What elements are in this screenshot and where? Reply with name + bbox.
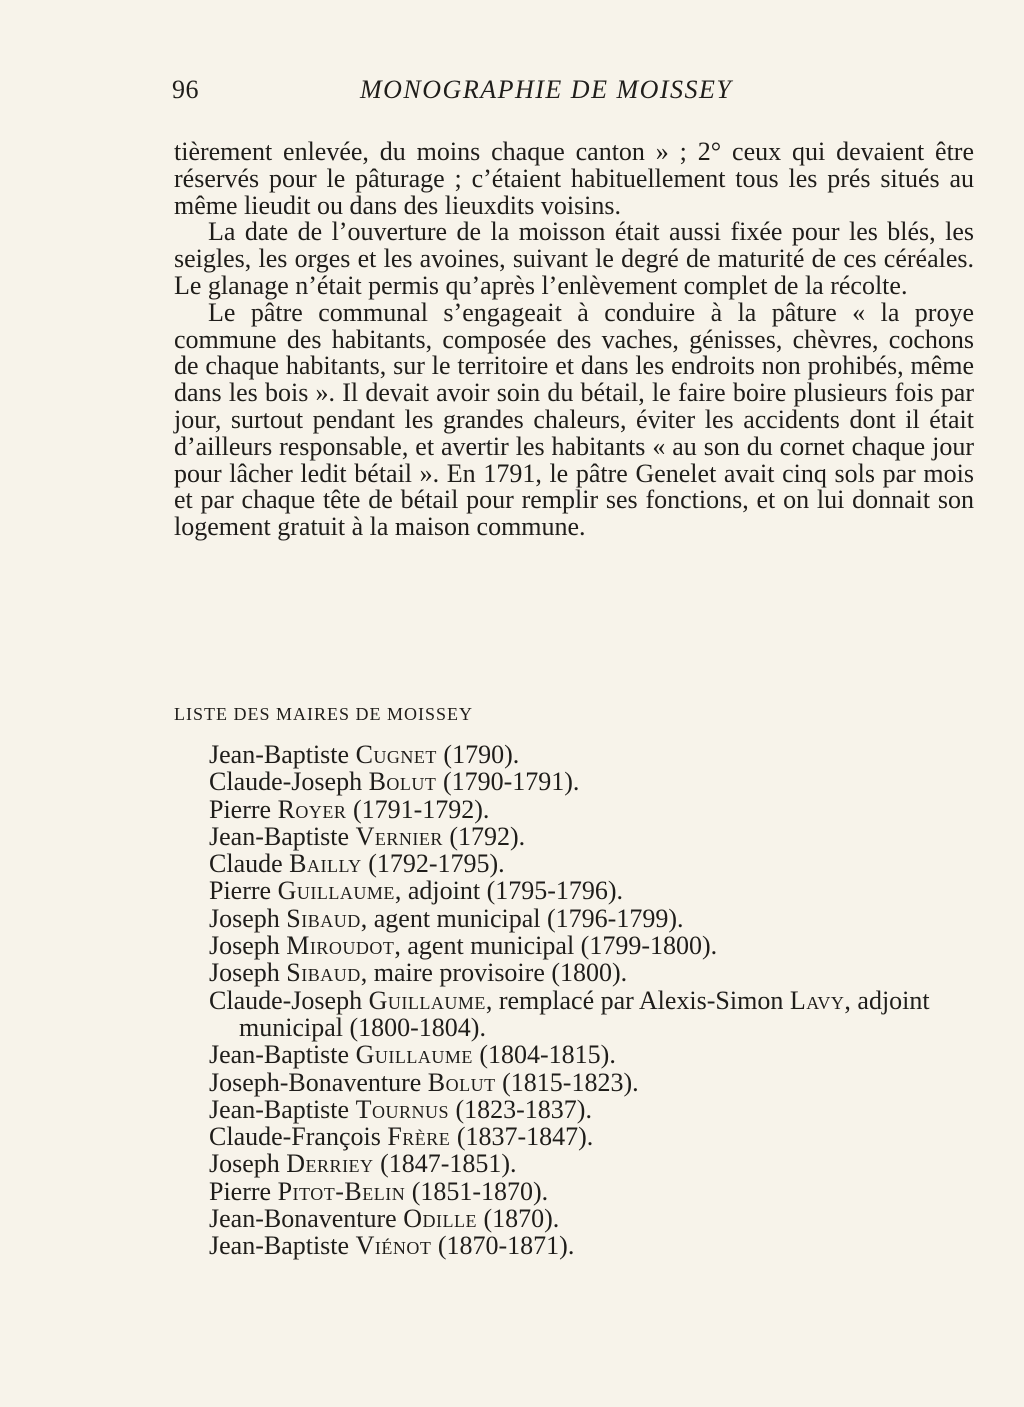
entry-detail: (1815-1823).: [495, 1067, 639, 1097]
list-item: [209, 1178, 979, 1205]
entry-detail: , remplacé par Alexis-Simon: [485, 985, 790, 1015]
surname: Guillaume: [368, 985, 486, 1015]
list-item: [209, 850, 979, 877]
surname: Bailly: [289, 849, 362, 879]
surname: Viénot: [355, 1231, 432, 1261]
list-item: [209, 932, 979, 959]
entry-detail: (1847-1851).: [373, 1149, 517, 1179]
surname: Odille: [403, 1204, 477, 1234]
list-item: [209, 1096, 979, 1123]
entry-detail: , adjoint municipal (1800-1804).: [239, 985, 930, 1042]
surname: Cugnet: [355, 740, 437, 769]
entry-detail: (1790-1791).: [436, 767, 580, 797]
given-name: Jean-Baptiste: [209, 1040, 356, 1070]
entry-detail: (1851-1870).: [405, 1176, 549, 1206]
entry-detail: (1792-1795).: [361, 849, 505, 879]
running-header: [172, 75, 974, 115]
body-text: [174, 139, 974, 541]
given-name: Joseph: [209, 903, 287, 933]
surname: Derriey: [286, 1149, 374, 1179]
surname: Pitot-Belin: [277, 1176, 406, 1206]
entry-detail: , agent municipal (1796-1799).: [360, 903, 684, 933]
list-item: [209, 768, 979, 795]
surname: Guillaume: [355, 1040, 473, 1070]
list-item: [209, 1041, 979, 1068]
paragraph: tièrement enlevée, du moins chaque canton » ; 2° ceux qui devaient être réservés pour le pâturage ; c’étaient habituellement tous les prés situés au même lieudit ou dans des lieuxdits voisins.: [174, 137, 974, 220]
given-name: Joseph-Bonaventure: [209, 1067, 428, 1097]
given-name: Jean-Baptiste: [209, 740, 356, 769]
entry-detail: (1791-1792).: [346, 794, 490, 824]
paragraph: Le pâtre communal s’engageait à conduire à la pâture « la proye commune des habitants, composée des vaches, génisses, chèvres, cochons de chaque habitants, sur le territoire et dans les endroits non prohibés, même dans les bois ». Il devait avoir soin du bétail, le faire boire plusieurs fois par jour, surtout pendant les grandes chaleurs, éviter les accidents dont il était d’ailleurs responsable, et avertir les habitants « au son du cornet chaque jour pour lâcher ledit bétail ». En 1791, le pâtre Genelet avait cinq sols par mois et par chaque tête de bétail pour remplir ses fonctions, et on lui donnait son logement gratuit à la maison commune.: [174, 297, 974, 542]
surname: Lavy: [789, 985, 845, 1015]
entry-detail: (1870-1871).: [431, 1231, 575, 1261]
list-item: [209, 823, 979, 850]
given-name: Jean-Baptiste: [209, 821, 356, 851]
list-item: [209, 1150, 979, 1177]
list-item: [209, 1069, 979, 1096]
given-name: Claude-Joseph: [209, 767, 369, 797]
entry-detail: (1870).: [476, 1204, 560, 1234]
list-item: [209, 1123, 979, 1150]
surname: Royer: [277, 794, 347, 824]
surname: Frère: [387, 1122, 451, 1152]
list-item: [209, 905, 979, 932]
surname: Guillaume: [277, 876, 395, 906]
entry-detail: (1823-1837).: [448, 1094, 592, 1124]
surname: Bolut: [368, 767, 437, 797]
surname: Sibaud: [286, 903, 361, 933]
entry-detail: (1837-1847).: [450, 1122, 594, 1152]
mayors-list: [209, 741, 979, 1260]
given-name: Pierre: [209, 876, 278, 906]
surname: Bolut: [427, 1067, 496, 1097]
list-item: [209, 959, 979, 986]
entry-detail: (1804-1815).: [472, 1040, 616, 1070]
given-name: Joseph: [209, 1149, 287, 1179]
surname: Miroudot: [286, 931, 395, 961]
entry-detail: , maire provisoire (1800).: [360, 958, 628, 988]
list-item: [209, 877, 979, 904]
section-heading: LISTE DES MAIRES DE MOISSEY: [174, 704, 474, 724]
given-name: Claude-François: [209, 1122, 388, 1152]
list-item: [209, 1232, 979, 1259]
given-name: Jean-Bonaventure: [209, 1204, 404, 1234]
list-item: [209, 796, 979, 823]
list-item: [209, 741, 979, 768]
given-name: Jean-Baptiste: [209, 1094, 356, 1124]
surname: Sibaud: [286, 958, 361, 988]
entry-detail: (1790).: [436, 740, 520, 769]
given-name: Pierre: [209, 1176, 278, 1206]
given-name: Joseph: [209, 931, 287, 961]
list-item: [209, 1205, 979, 1232]
given-name: Joseph: [209, 958, 287, 988]
page-number: 96: [172, 75, 199, 104]
given-name: Pierre: [209, 794, 278, 824]
given-name: Jean-Baptiste: [209, 1231, 356, 1261]
entry-detail: , adjoint (1795-1796).: [394, 876, 624, 906]
given-name: Claude: [209, 849, 290, 879]
paragraph: La date de l’ouverture de la moisson était aussi fixée pour les blés, les seigles, les orges et les avoines, suivant le degré de maturité de ces céréales. Le glanage n’était permis qu’après l’enlèvement complet de la récolte.: [174, 217, 974, 300]
surname: Vernier: [355, 821, 443, 851]
running-title: MONOGRAPHIE DE MOISSEY: [360, 75, 733, 104]
list-item: [209, 987, 979, 1042]
given-name: Claude-Joseph: [209, 985, 369, 1015]
entry-detail: , agent municipal (1799-1800).: [394, 931, 718, 961]
entry-detail: (1792).: [442, 821, 526, 851]
surname: Tournus: [355, 1094, 449, 1124]
